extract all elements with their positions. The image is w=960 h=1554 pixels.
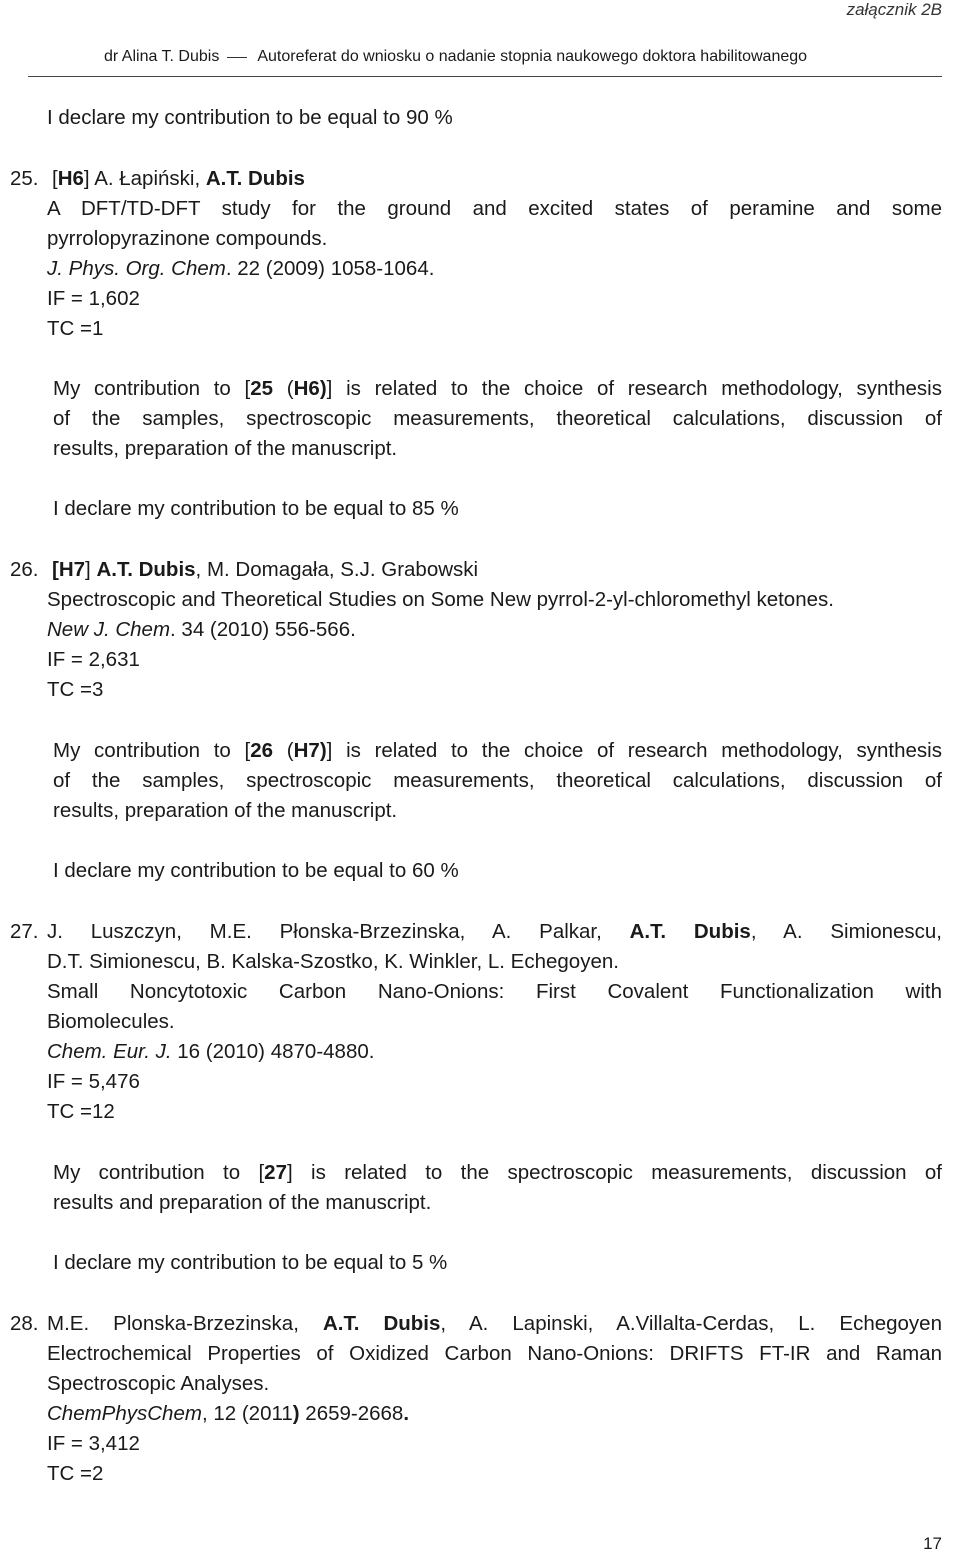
contribution-line: results, preparation of the manuscript. [53,437,398,460]
header-author: dr Alina T. Dubis [104,48,220,65]
entry-citation [47,615,356,645]
times-cited: TC =1 [47,317,104,340]
contribution-line: My contribution to [27] is related to the spectroscopic measurements, discussion of [53,1161,942,1184]
contribution-line: My contribution to [26 (H7)] is related to the choice of research methodology, synthesis [53,739,942,762]
entry-number: 27. [10,920,39,943]
ref-label: H7 [58,558,86,581]
journal-name: New J. Chem [47,618,171,641]
annex-label: załącznik 2B [846,0,942,19]
entry-authors: J. Luszczyn, M.E. Płonska-Brzezinska, A. Palkar, A.T. Dubis, A. Simionescu, [47,920,942,943]
impact-factor: IF = 3,412 [47,1432,140,1455]
contribution-ref-label: H6) [293,377,327,400]
declaration-27: I declare my contribution to be equal to 5 % [53,1251,448,1274]
authors-text: , M. Domagała, S.J. Grabowski [195,558,479,581]
author-highlight: A.T. Dubis [322,1312,441,1335]
entry-number: 26. [10,558,39,581]
contribution-ref: 26 [250,739,274,762]
author-highlight: A.T. Dubis [629,920,751,943]
entry-authors: [H6] A. Łapiński, A.T. Dubis [52,167,305,190]
entry-title-line: Small Noncytotoxic Carbon Nano-Onions: First Covalent Functionalization with [47,980,942,1003]
entry-citation [47,254,434,284]
entry-authors: [H7] A.T. Dubis, M. Domagała, S.J. Grabowski [52,558,479,581]
entry-number: 28. [10,1312,39,1335]
ref-label: H6 [57,167,84,190]
entry-title-line: pyrrolopyrazinone compounds. [47,227,328,250]
entry-number: 25. [10,167,39,190]
contribution-ref-label: H7) [293,739,327,762]
entry-title-line: Spectroscopic Analyses. [47,1372,270,1395]
running-header [104,48,942,66]
citation-text: . 22 (2009) 1058-1064. [225,257,435,280]
entry-citation: ChemPhysChem, 12 (2011) 2659-2668. [47,1402,410,1425]
declaration-24: I declare my contribution to be equal to 90 % [47,106,453,129]
authors-text: A. Łapiński, [94,167,206,190]
entry-authors: M.E. Plonska-Brzezinska, A.T. Dubis, A. Lapinski, A.Villalta-Cerdas, L. Echegoyen [47,1312,942,1335]
entry-title-line: A DFT/TD-DFT study for the ground and excited states of peramine and some [47,197,942,220]
journal-name: ChemPhysChem [47,1402,202,1425]
contribution-line: My contribution to [25 (H6)] is related to the choice of research methodology, synthesis [53,377,942,400]
entry-title-line: Spectroscopic and Theoretical Studies on Some New pyrrol-2-yl-chloromethyl ketones. [47,588,834,611]
citation-text: 16 (2010) 4870-4880. [171,1040,375,1063]
times-cited: TC =12 [47,1100,115,1123]
journal-name: Chem. Eur. J. [47,1040,172,1063]
entry-authors-line: D.T. Simionescu, B. Kalska-Szostko, K. Winkler, L. Echegoyen. [47,950,619,973]
page-number: 17 [923,1534,942,1553]
author-highlight: A.T. Dubis [96,558,196,581]
header-rule [28,76,942,77]
impact-factor: IF = 2,631 [47,648,140,671]
times-cited: TC =2 [47,1462,104,1485]
impact-factor: IF = 5,476 [47,1070,140,1093]
declaration-25: I declare my contribution to be equal to 85 % [53,497,459,520]
impact-factor: IF = 1,602 [47,287,140,310]
contribution-line: of the samples, spectroscopic measurements, theoretical calculations, discussion of [53,407,942,430]
entry-title-line: Biomolecules. [47,1010,175,1033]
contribution-line: of the samples, spectroscopic measurements, theoretical calculations, discussion of [53,769,942,792]
header-title: Autoreferat do wniosku o nadanie stopnia naukowego doktora habilitowanego [257,48,808,65]
contribution-line: results, preparation of the manuscript. [53,799,398,822]
author-highlight: A.T. Dubis [205,167,305,190]
authors-text: M.E. Plonska-Brzezinska, [47,1312,323,1335]
journal-name: J. Phys. Org. Chem [47,257,226,280]
contribution-ref: 27 [264,1161,287,1184]
times-cited: TC =3 [47,678,104,701]
header-dash [227,57,247,58]
citation-text: . 34 (2010) 556-566. [170,618,356,641]
contribution-ref: 25 [250,377,274,400]
authors-text: J. Luszczyn, M.E. Płonska-Brzezinska, A. Palkar, [47,920,630,943]
entry-title-line: Electrochemical Properties of Oxidized Carbon Nano-Onions: DRIFTS FT-IR and Raman [47,1342,942,1365]
entry-citation [47,1037,374,1067]
contribution-line: results and preparation of the manuscript. [53,1191,432,1214]
declaration-26: I declare my contribution to be equal to 60 % [53,859,459,882]
